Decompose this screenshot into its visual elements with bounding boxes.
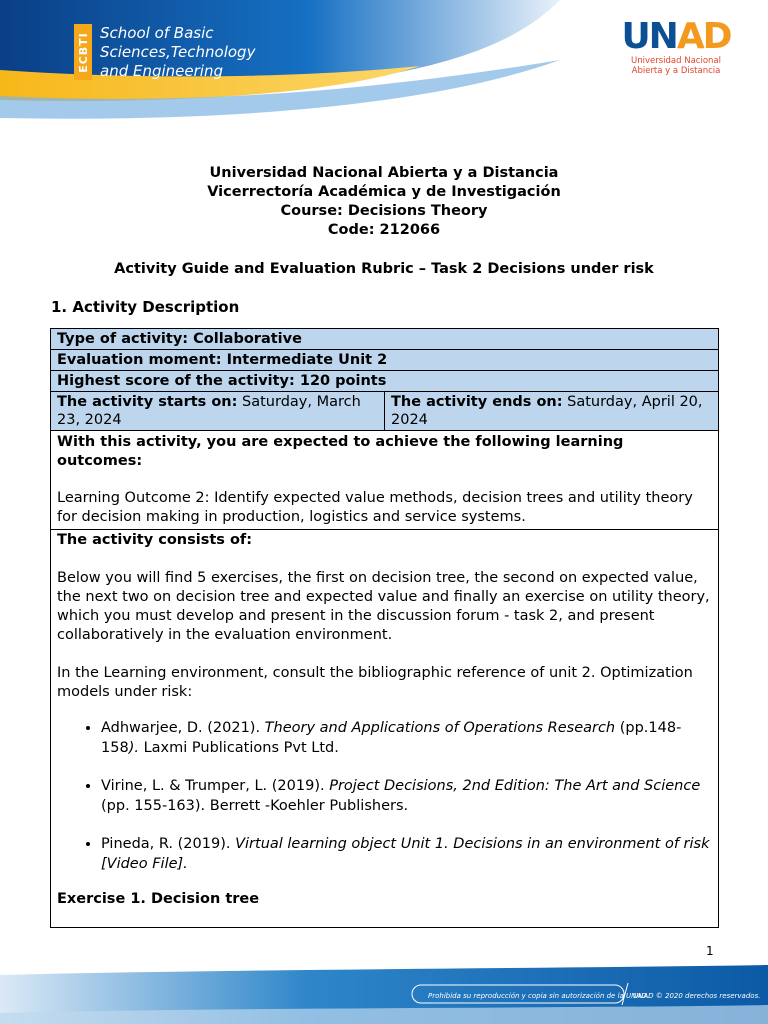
list-item: • Virine, L. & Trumper, L. (2019). Project Decisions, 2nd Edition: The Art and Science (pp. 155-163). Berrett -Koehler Publishers. (101, 776, 712, 816)
table-row (51, 350, 719, 371)
highest-score-text: Highest score of the activity: 120 points (57, 373, 387, 389)
consists-paragraph-1: Below you will find 5 exercises, the first on decision tree, the second on expected value, the next two on decision tree and expected value and finally an exercise on utility theory, which you must develop and present in the discussion forum - task 2, and present collaboratively in the evaluation environment. (57, 570, 710, 643)
table-row (51, 392, 719, 431)
table-row (51, 371, 719, 392)
ecbti-label: ECBTI (76, 31, 90, 73)
course-code: Code: 212066 (327, 222, 441, 238)
logo-subtitle-2: Abierta y a Distancia (631, 66, 721, 76)
reference-list (57, 718, 712, 874)
exercise-heading: Exercise 1. Decision tree (57, 891, 260, 907)
list-item: • Pineda, R. (2019). Virtual learning object Unit 1. Decisions in an environment of risk [Video File]. (101, 834, 712, 874)
footer-copyright: UNAD © 2020 derechos reservados. (633, 992, 761, 1000)
school-line-1: School of Basic (100, 24, 214, 42)
list-item: • Adhwarjee, D. (2021). Theory and Applications of Operations Research (pp.148-158). Laxmi Publications Pvt Ltd. (101, 718, 712, 758)
table-row (51, 530, 719, 928)
page-number: 1 (706, 944, 714, 958)
course-name: Course: Decisions Theory (280, 203, 488, 219)
activity-type-text: Type of activity: Collaborative (57, 331, 302, 347)
evaluation-moment (51, 350, 719, 371)
highest-score (51, 371, 719, 392)
learning-outcomes-cell (51, 431, 719, 530)
evaluation-moment-text: Evaluation moment: Intermediate Unit 2 (57, 352, 388, 368)
school-line-3: and Engineering (100, 62, 223, 80)
logo-text-ad: AD (676, 16, 731, 57)
section-heading: 1. Activity Description (51, 298, 240, 316)
activity-type (51, 329, 719, 350)
start-date-value: Saturday, March 23, 2024 (57, 394, 361, 428)
outcomes-heading: With this activity, you are expected to achieve the following learning outcomes: (57, 434, 624, 469)
activity-consists-cell (51, 530, 719, 928)
end-date-cell (385, 392, 719, 431)
ecbti-badge (74, 24, 92, 80)
guide-title: Activity Guide and Evaluation Rubric – Task 2 Decisions under risk (114, 261, 654, 277)
university-name: Universidad Nacional Abierta y a Distancia (209, 165, 559, 181)
unad-logo (606, 18, 746, 88)
logo-subtitle-1: Universidad Nacional (631, 56, 721, 66)
footer-banner (0, 965, 768, 1024)
start-date-label: The activity starts on: (57, 394, 238, 410)
end-date-label: The activity ends on: (391, 394, 563, 410)
outcome-text: Learning Outcome 2: Identify expected value methods, decision trees and utility theory for decision making in production, logistics and service systems. (57, 490, 693, 525)
footer-notice: Prohibida su reproducción y copia sin autorización de la UNAD. (428, 992, 649, 1000)
vice-rectory: Vicerrectoría Académica y de Investigación (207, 184, 561, 200)
school-name (100, 24, 255, 81)
start-date-cell (51, 392, 385, 431)
school-line-2: Sciences,Technology (100, 43, 256, 61)
consists-heading: The activity consists of: (57, 532, 253, 548)
logo-text-un: UN (621, 16, 677, 57)
table-row (51, 329, 719, 350)
header-banner (0, 0, 768, 130)
table-row (51, 431, 719, 530)
activity-table (50, 328, 719, 928)
consists-paragraph-2: In the Learning environment, consult the bibliographic reference of unit 2. Optimization models under risk: (57, 665, 693, 700)
end-date-value: Saturday, April 20, 2024 (391, 394, 703, 428)
